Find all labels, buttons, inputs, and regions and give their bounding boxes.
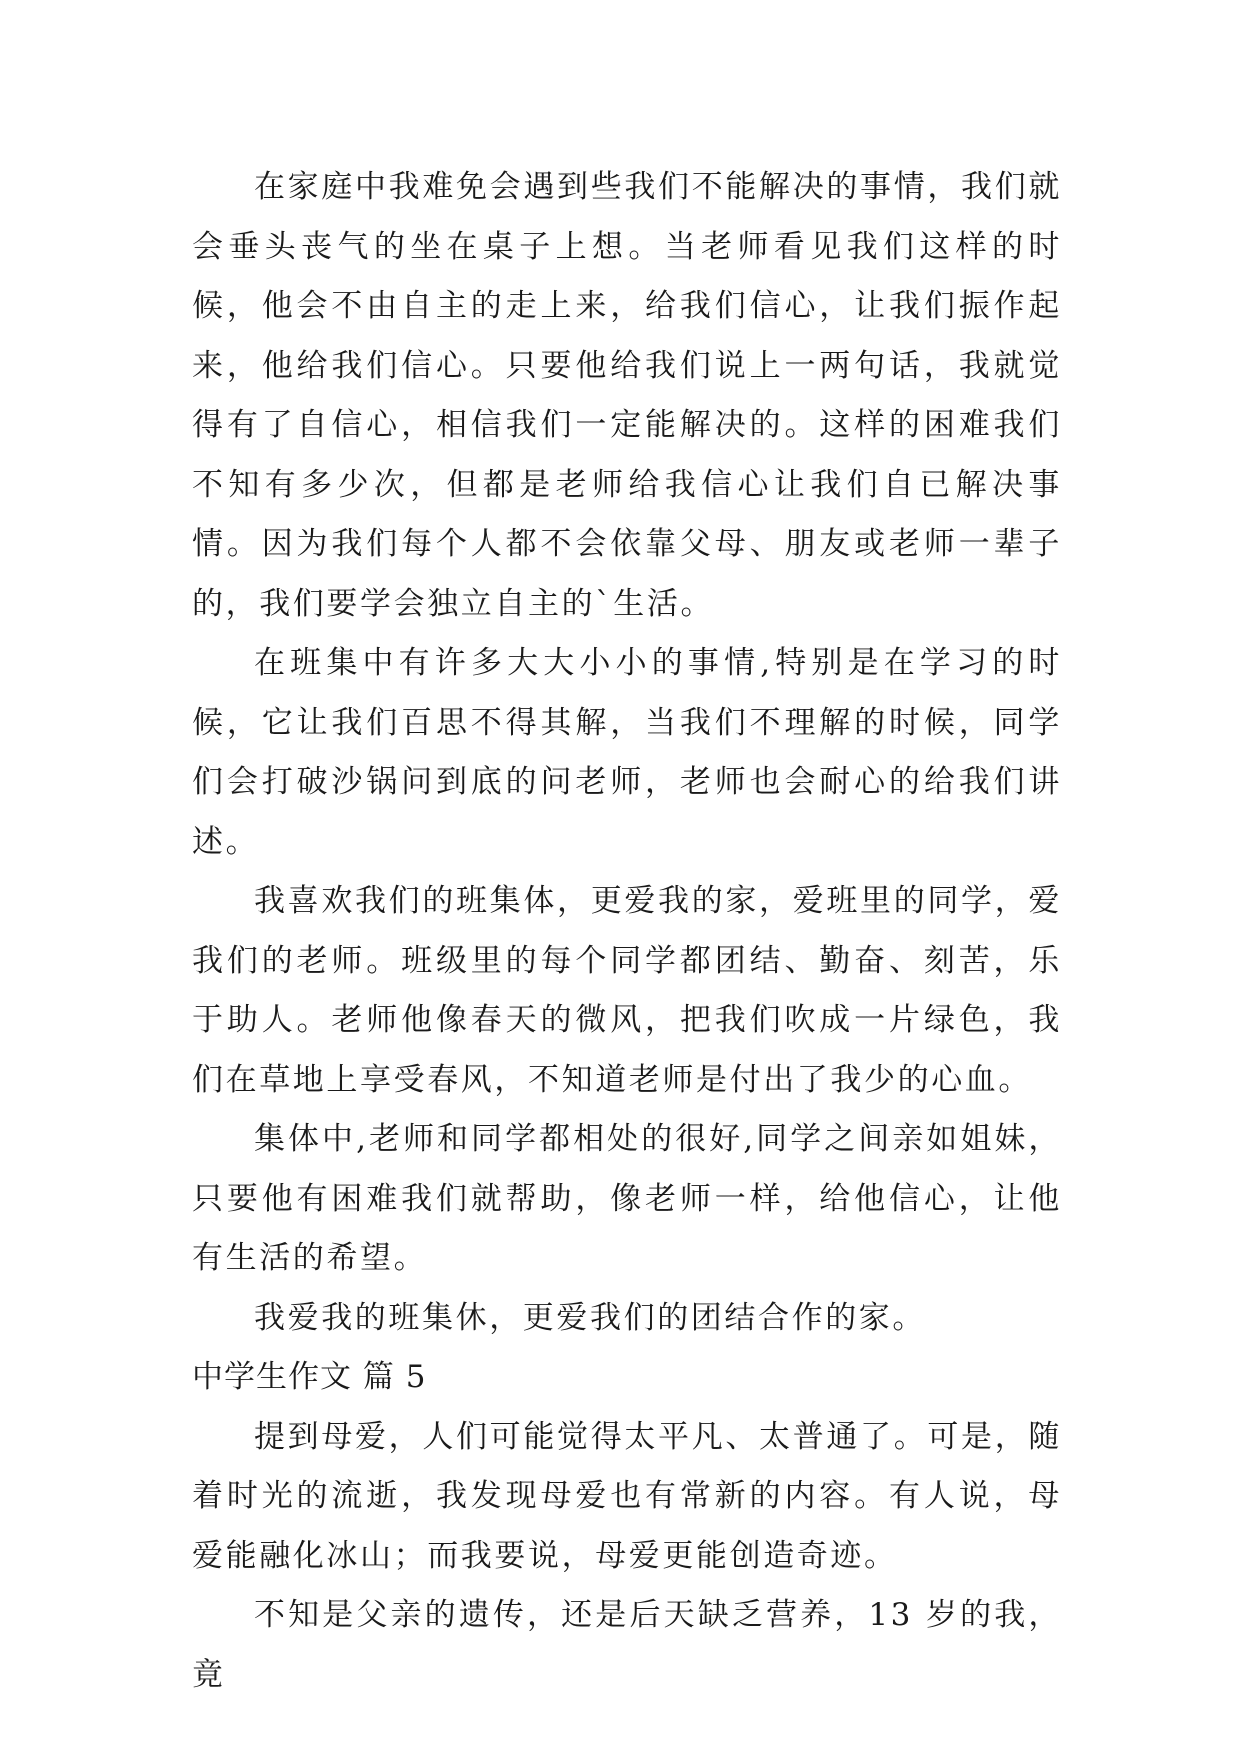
paragraph-class-questions: 在班集中有许多大大小小的事情,特别是在学习的时候，它让我们百思不得其解，当我们不理解的时候，同学们会打破沙锅问到底的问老师，老师也会耐心的给我们讲述。 bbox=[192, 645, 1062, 860]
paragraph-father-genetics: 不知是父亲的遗传，还是后天缺乏营养，13 岁的我，竟 bbox=[192, 1597, 1062, 1693]
document-body bbox=[192, 158, 1062, 1705]
paragraph-family: 在家庭中我难免会遇到些我们不能解决的事情，我们就会垂头丧气的坐在桌子上想。当老师看见我们这样的时候，他会不由自主的走上来，给我们信心，让我们振作起来，他给我们信心。只要他给我们说上一两句话，我就觉得有了自信心，相信我们一定能解决的。这样的困难我们不知有多少次，但都是老师给我信心让我们自已解决事情。因为我们每个人都不会依靠父母、朋友或老师一辈子的，我们要学会独立自主的`生活。 bbox=[192, 169, 1062, 622]
paragraph-mother-love: 提到母爱，人们可能觉得太平凡、太普通了。可是，随着时光的流逝，我发现母爱也有常新的内容。有人说，母爱能融化冰山；而我要说，母爱更能创造奇迹。 bbox=[192, 1418, 1062, 1574]
section-heading: 中学生作文 篇 5 bbox=[192, 1359, 427, 1395]
paragraph-love-class: 我喜欢我们的班集体，更爱我的家，爱班里的同学，爱我们的老师。班级里的每个同学都团结、勤奋、刻苦，乐于助人。老师他像春天的微风，把我们吹成一片绿色，我们在草地上享受春风，不知道老师是付出了我少的心血。 bbox=[192, 883, 1062, 1098]
paragraph-closing: 我爱我的班集休，更爱我们的团结合作的家。 bbox=[254, 1299, 926, 1336]
paragraph-collective: 集体中,老师和同学都相处的很好,同学之间亲如姐妹，只要他有困难我们就帮助，像老师一样，给他信心，让他有生活的希望。 bbox=[192, 1121, 1062, 1276]
